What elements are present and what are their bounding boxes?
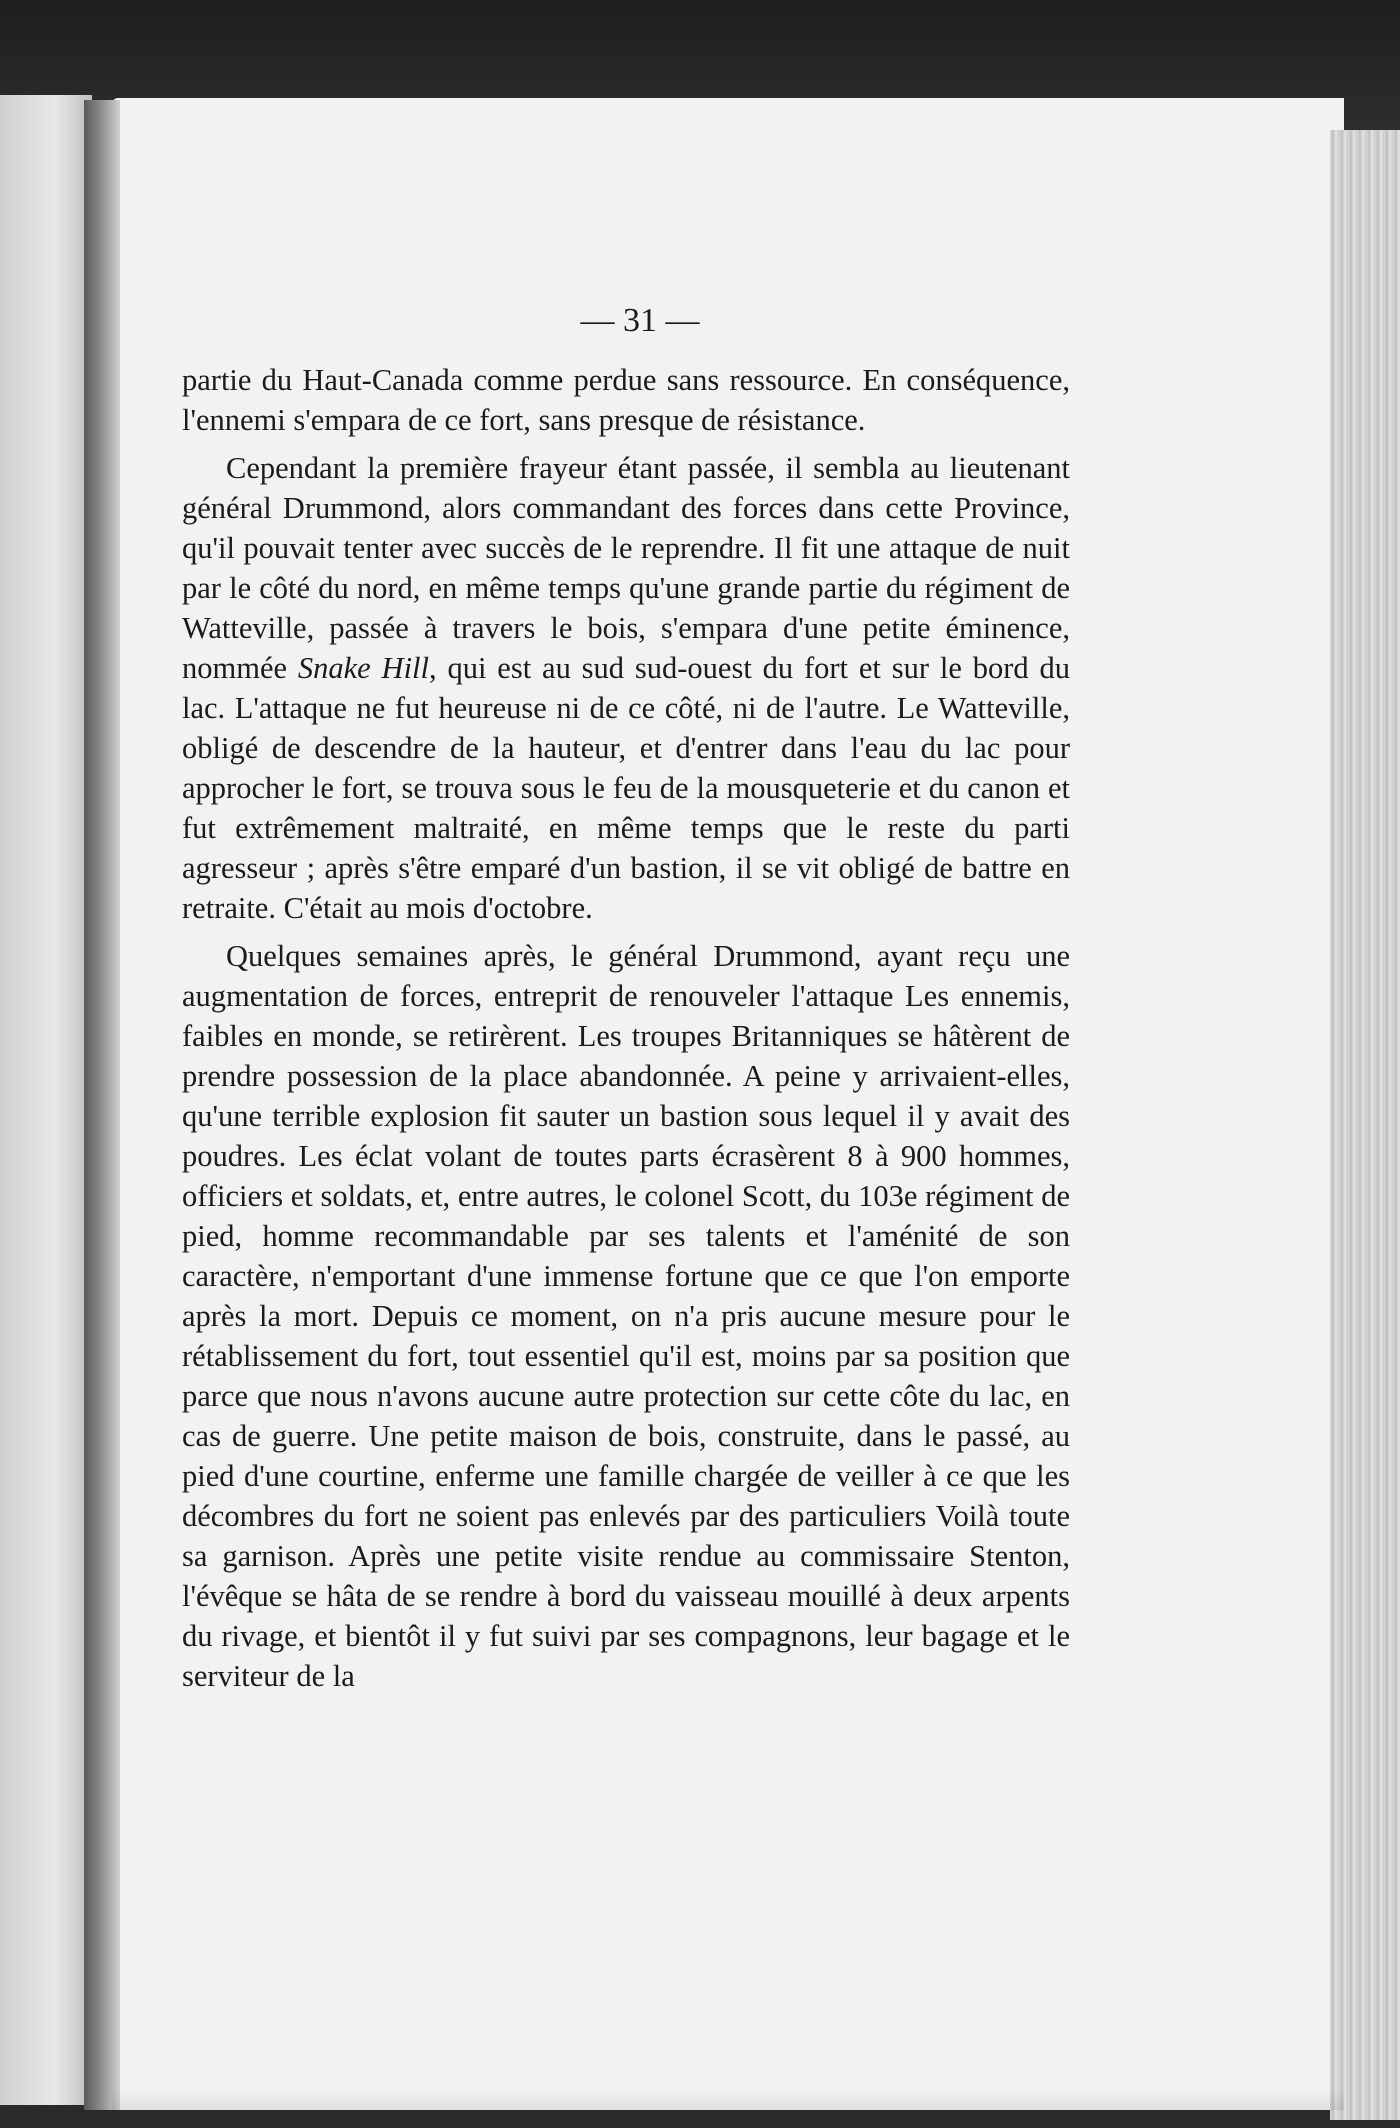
page-number: — 31 — xyxy=(580,302,700,339)
paragraph-3: Quelques semaines après, le général Drummond, ayant reçu une augmentation de forces, entreprit de renouveler l'attaque Les ennemis, faibles en monde, se retirèrent. Les troupes Britanniques se hâtèrent de prendre possession de la place abandonnée. A peine y arrivaient-elles, qu'une terrible explosion fit sauter un bastion sous lequel il y avait des poudres. Les éclat volant de toutes parts écrasèrent 8 à 900 hommes, officiers et soldats, et, entre autres, le colonel Scott, du 103e régiment de pied, homme recommandable par ses talents et l'aménité de son caractère, n'emportant d'une immense fortune que ce que l'on emporte après la mort. Depuis ce moment, on n'a pris aucune mesure pour le rétablissement du fort, tout essentiel qu'il est, moins par sa position que parce que nous n'avons aucune autre protection sur cette côte du lac, en cas de guerre. Une petite maison de bois, construite, dans le passé, au pied d'une courtine, enferme une famille chargée de veiller à ce que les décombres du fort ne soient pas enlevés par des particuliers Voilà toute sa garnison. Après une petite visite rendue au commissaire Stenton, l'évêque se hâta de se rendre à bord du vaisseau mouillé à deux arpents du rivage, et bientôt il y fut suivi par ses compagnons, leur bagage et le serviteur de la xyxy=(182,939,1070,1693)
book-gutter xyxy=(84,100,120,2110)
paragraph-1: partie du Haut-Canada comme perdue sans ressource. En conséquence, l'ennemi s'empara de ce fort, sans presque de résistance. xyxy=(182,363,1070,437)
page-fore-edge xyxy=(1330,130,1400,2120)
body-text xyxy=(182,360,1070,1696)
italic-place-name: Snake Hill xyxy=(297,651,429,685)
paragraph-2: Cependant la première frayeur étant passée, il sembla au lieutenant général Drummond, alors commandant des forces dans cette Province, qu'il pouvait tenter avec succès de le reprendre. Il fit une attaque de nuit par le côté du nord, en même temps qu'une grande partie du régiment de Watteville, passée à travers le bois, s'empara d'une petite éminence, nommée Snake Hill, qui est au sud sud-ouest du fort et sur le bord du lac. L'attaque ne fut heureuse ni de ce côté, ni de l'autre. Le Watteville, obligé de descendre de la hauteur, et d'entrer dans l'eau du lac pour approcher le fort, se trouva sous le feu de la mousqueterie et du canon et fut extrêmement maltraité, en même temps que le reste du parti agresseur ; après s'être emparé d'un bastion, il se vit obligé de battre en retraite. C'était au mois d'octobre. xyxy=(182,451,1070,925)
page-bottom-shadow xyxy=(112,2090,1344,2110)
left-page-edge xyxy=(0,95,92,2105)
